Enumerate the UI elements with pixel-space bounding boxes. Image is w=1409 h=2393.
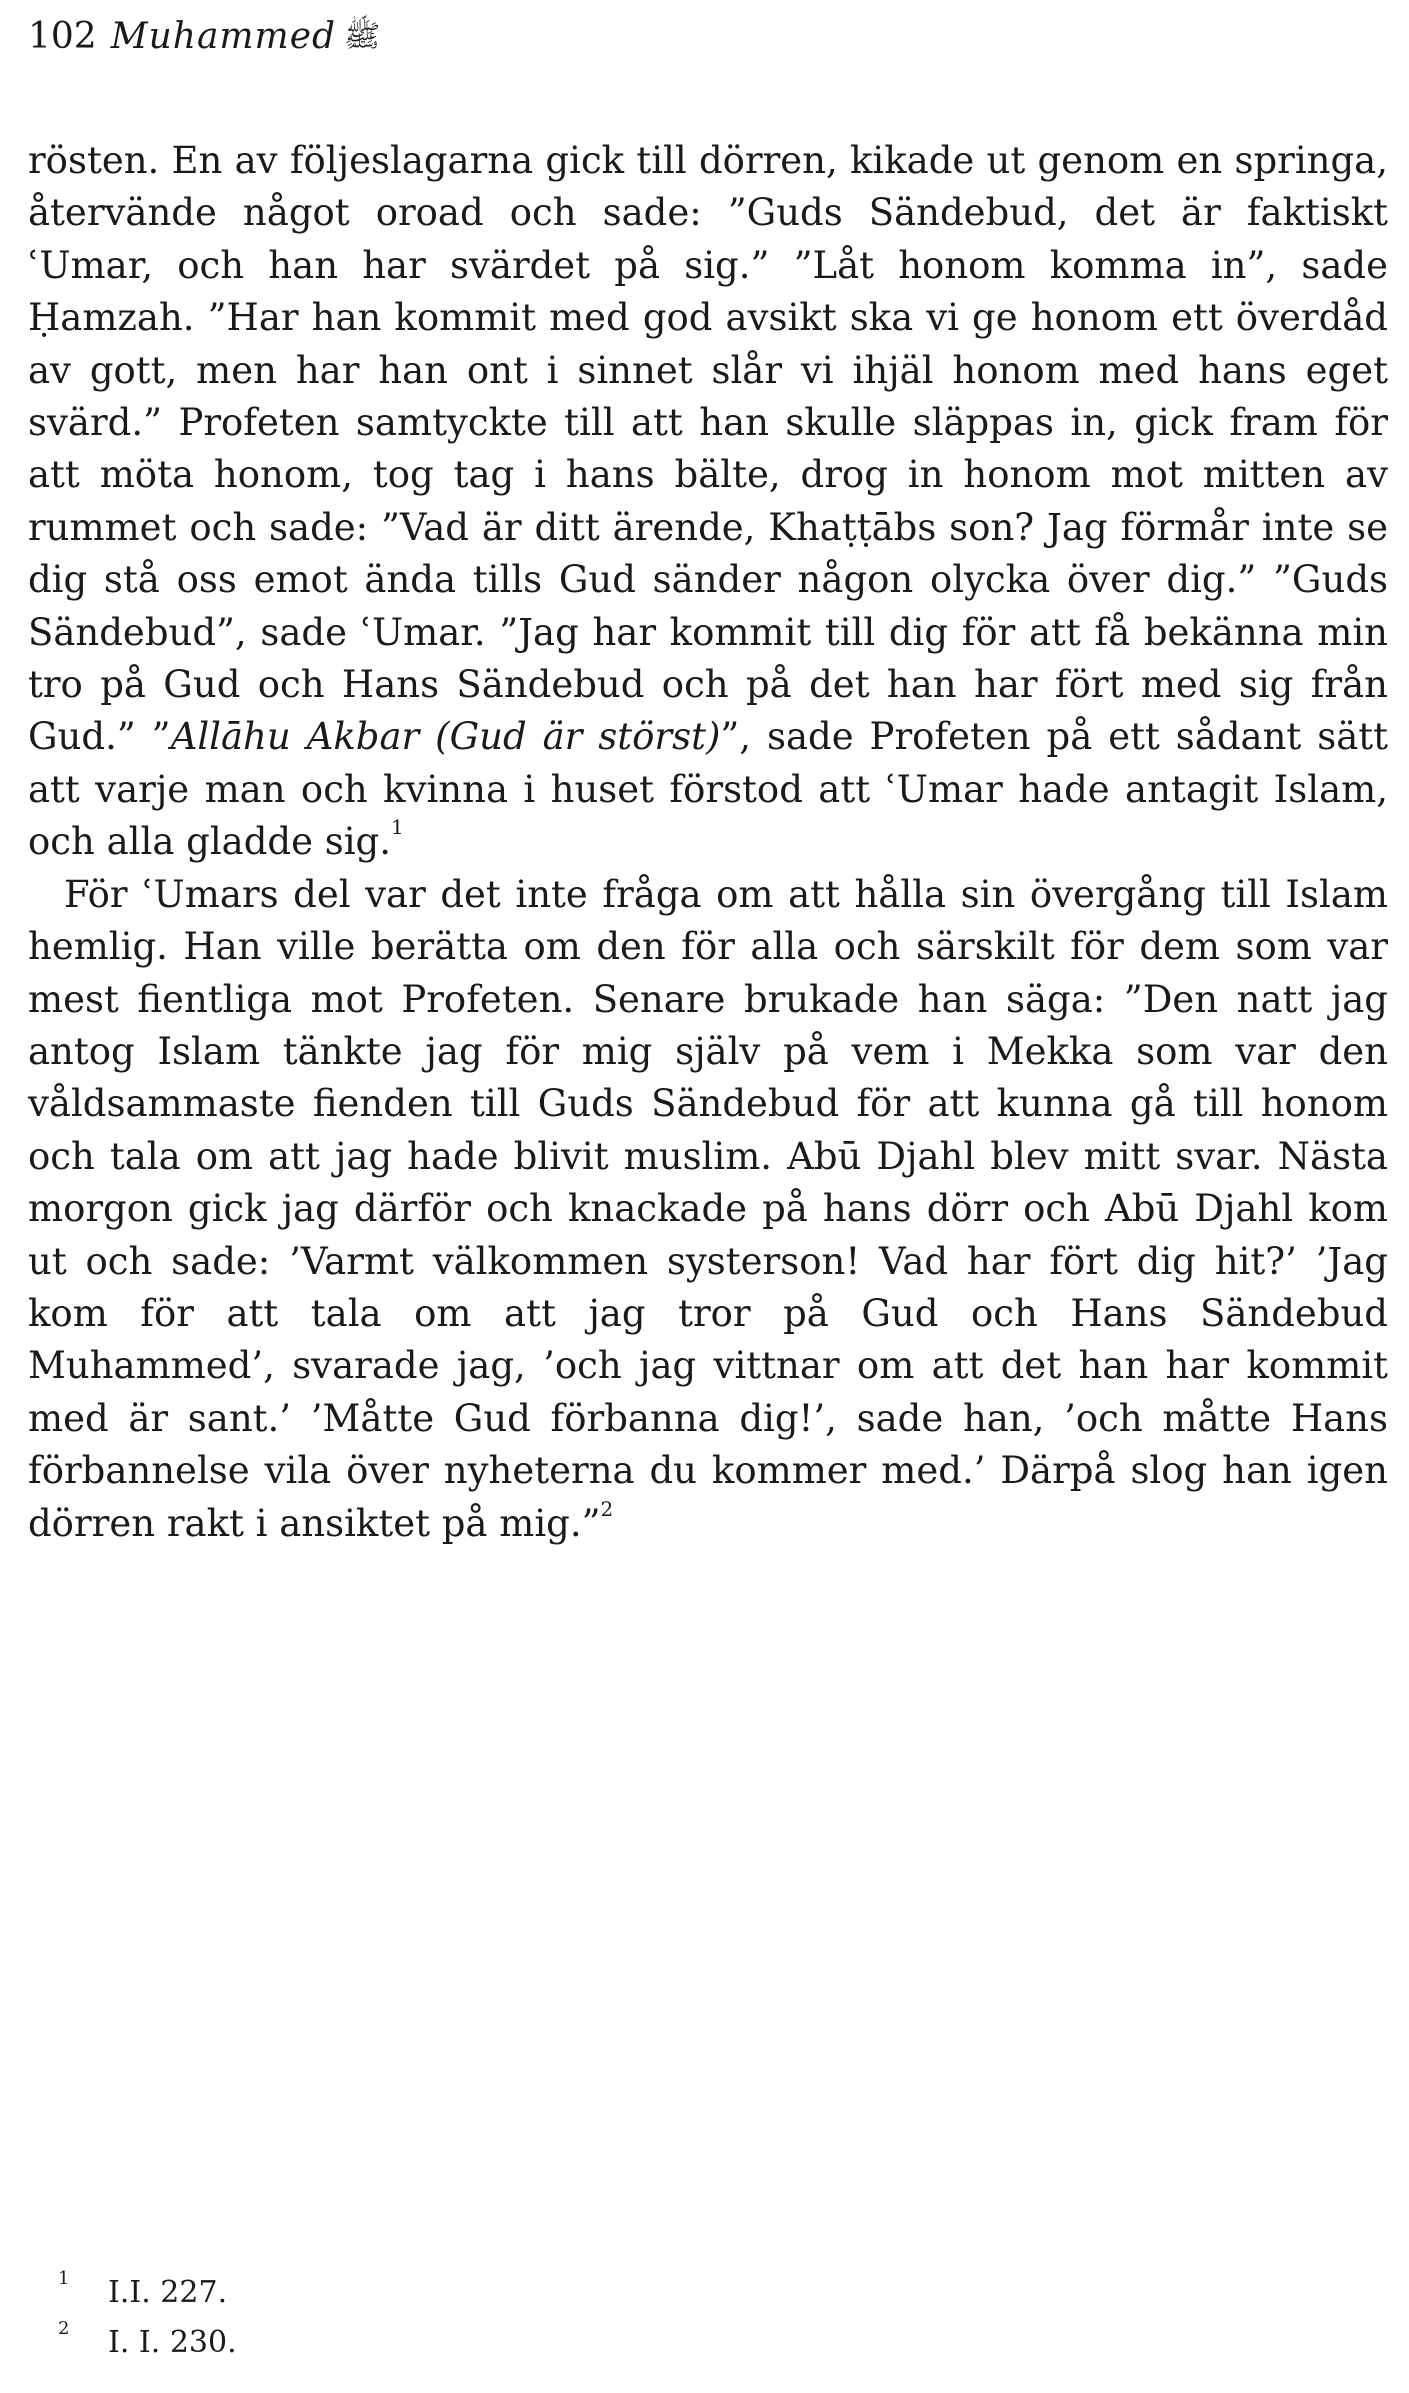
book-title: Muhammed: [110, 16, 337, 57]
salawat-icon: ﷺ: [344, 19, 381, 54]
footnote-number: 1: [58, 2268, 70, 2289]
footnote-text: I. I. 230.: [108, 2325, 237, 2360]
footnote-number: 2: [58, 2318, 70, 2339]
footnote-text: I.I. 227.: [108, 2275, 228, 2310]
footnote-1: [58, 2268, 237, 2318]
book-page: [28, 0, 1388, 2393]
paragraph-2-text: För ʿUmars del var det inte fråga om att hålla sin övergång till Islam hemlig. Han ville berätta om den för alla och särskilt för dem som var mest fientliga mot Profeten. Senare brukade han säga: ”Den natt jag antog Islam tänkte jag för mig själv på vem i Mekka som var den våldsammaste fienden till Guds Sändebud för att kunna gå till honom och tala om att jag hade blivit muslim. Abū Djahl blev mitt svar. Nästa morgon gick jag därför och knackade på hans dörr och Abū Djahl kom ut och sade: ’Varmt välkommen systerson! Vad har fört dig hit?’ ’Jag kom för att tala om att jag tror på Gud och Hans Sändebud Muhammed’, svarade jag, ’och jag vittnar om att det han har kommit med är sant.’ ’Måtte Gud förbanna dig!’, sade han, ’och måtte Hans förbannelse vila över nyheterna du kommer med.’ Därpå slog han igen dörren rakt i ansiktet på mig.”: [28, 872, 1388, 1545]
paragraph-1-italic-phrase: Allāhu Akbar (Gud är störst): [170, 715, 721, 759]
paragraph-1-text-b: ”, sade Profeten på ett sådant sätt att varje man och kvinna i huset förstod att ʿUmar hade antagit Islam, och alla gladde sig.: [28, 715, 1388, 864]
footnote-ref-2: 2: [600, 1496, 614, 1521]
paragraph-1: [28, 135, 1388, 869]
paragraph-2: [28, 869, 1388, 1550]
footnotes: [58, 2268, 237, 2368]
running-head: [28, 12, 380, 62]
body-text: [28, 135, 1388, 1550]
footnote-2: [58, 2318, 237, 2368]
footnote-ref-1: 1: [391, 815, 404, 840]
page-number: 102: [28, 16, 97, 57]
paragraph-1-text-a: rösten. En av följeslagarna gick till dörren, kikade ut genom en springa, återvände något oroad och sade: ”Guds Sändebud, det är faktiskt ʿUmar, och han har svärdet på sig.” ”Låt honom komma in”, sade Ḥamzah. ”Har han kommit med god avsikt ska vi ge honom ett överdåd av gott, men har han ont i sinnet slår vi ihjäl honom med hans eget svärd.” Profeten samtyckte till att han skulle släppas in, gick fram för att möta honom, tog tag i hans bälte, drog in honom mot mitten av rummet och sade: ”Vad är ditt ärende, Khaṭṭābs son? Jag förmår inte se dig stå oss emot ända tills Gud sänder någon olycka över dig.” ”Guds Sändebud”, sade ʿUmar. ”Jag har kommit till dig för att få bekänna min tro på Gud och Hans Sändebud och på det han har fört med sig från Gud.” ”: [28, 139, 1388, 759]
